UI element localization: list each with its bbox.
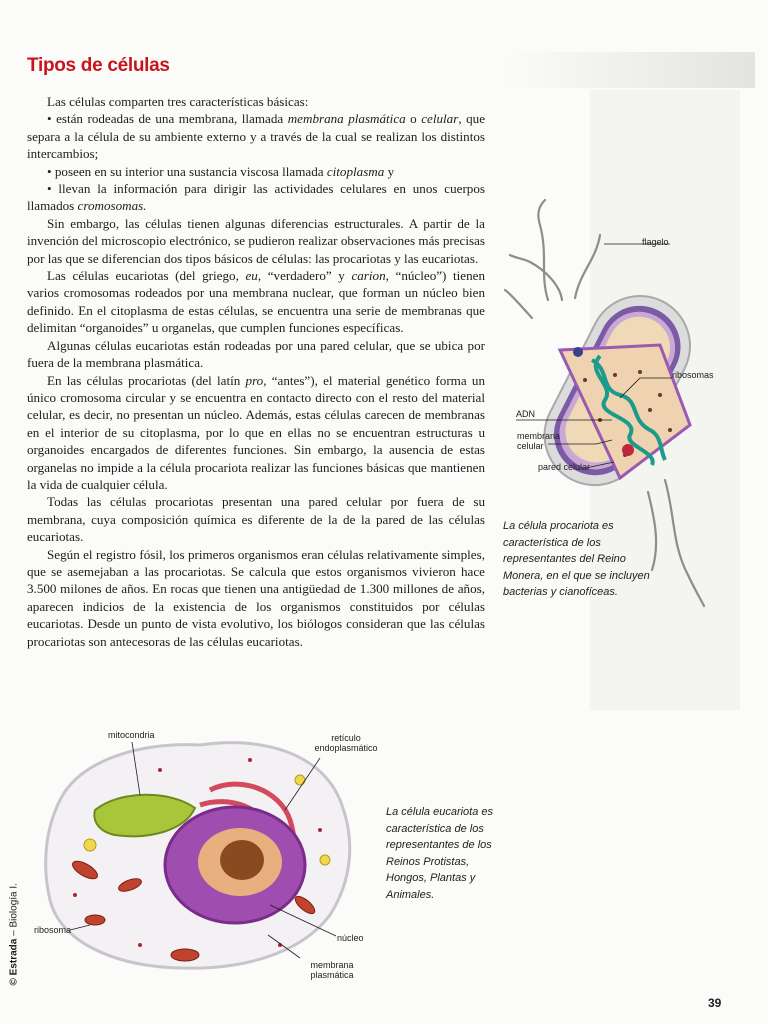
- italic-term: pro: [245, 372, 264, 388]
- italic-term: membrana plasmática: [287, 111, 406, 127]
- label-adn: ADN: [516, 409, 536, 419]
- text-run: Algunas células eucariotas están rodeadas por una pared celular, que se ubica por fuera de la membrana plasmática.: [27, 337, 485, 371]
- text-run: Todas las células procariotas presentan una pared celular por fuera de su membrana, cuya composición química es diferente de la de la pared de las células eucariotas.: [27, 494, 485, 545]
- label-flagelo: flagelo: [642, 237, 669, 247]
- text-run: , que separa a la célula de su ambiente externo y a través de la cual se realizan los distintos intercambios;: [27, 111, 486, 162]
- text-run: están rodeadas de una membrana, llamada: [56, 111, 288, 127]
- text-run: Las células eucariotas (del griego,: [47, 268, 246, 284]
- side-credit: [9, 866, 20, 986]
- eukaryote-caption: La célula eucariota es característica de los representantes de los Reinos Protistas, Hongos, Plantas y Animales.: [386, 806, 494, 901]
- page-number: 39: [708, 996, 722, 1010]
- text-run: llevan la información para dirigir las actividades celulares en unos cuerpos llamados: [27, 181, 485, 214]
- nucleolus: [220, 840, 264, 880]
- text-run: poseen en su interior una sustancia viscosa llamada: [54, 163, 327, 179]
- label-reticulo-endoplasmatico: retículo endoplasmático: [314, 733, 378, 753]
- text-run: En las células procariotas (del latín: [47, 372, 246, 388]
- prokaryote-caption: La célula procariota es característica de los representantes del Reino Monera, en el que se incluyen bacterias y cianofíceas.: [503, 520, 650, 598]
- label-nucleo: núcleo: [337, 933, 364, 943]
- italic-term: cromosomas.: [77, 198, 147, 214]
- text-run: , “antes”), el material genético forma un único cromosoma circular y se encuentra en contacto directo con el resto del material celular, es decir, no presentan un núcleo. Además, estas células carecen de membranas en el interior de su citoplasma, por lo que en ellas no se encuentran estructuras u organoides encargados de diferentes funciones. Sin embargo, la ausencia de estas organelas no impide a la célula procariota realizar las funciones básicas que mantienen la vida de cualquier célula.: [27, 372, 485, 492]
- text-run: o: [405, 111, 422, 127]
- label-pared-celular: pared celular: [538, 462, 591, 472]
- text-run: , “núcleo”) tienen varios cromosomas rodeados por una membrana nuclear, que forman un núcleo bien definido. En el citoplasma de estas células, se encuentra una serie de membranas que delimitan “organoides” u organelas, que cumplen funciones específicas.: [27, 268, 486, 336]
- italic-term: citoplasma: [326, 163, 385, 179]
- text-run: Las células comparten tres características básicas:: [47, 94, 309, 109]
- label-ribosomas: ribosomas: [672, 370, 714, 380]
- label-mitocondria: mitocondria: [108, 730, 155, 740]
- book-name: – Biología I.: [8, 883, 20, 939]
- text-run: y: [384, 163, 395, 179]
- page-title: Tipos de células: [27, 55, 170, 76]
- italic-term: eu: [245, 268, 258, 284]
- text-run: , “verdadero” y: [257, 268, 352, 284]
- label-ribosoma: ribosoma: [34, 925, 72, 935]
- publisher-name: © Estrada: [8, 938, 20, 986]
- text-run: Según el registro fósil, los primeros organismos eran células relativamente simples, que se asemejaban a las procariotas. Se calcula que estos organismos vivieron hace 3.500 milones de años. En rocas que tienen una antigüedad de 1.300 millones de años, aparecen indicios de la existencia de los organismos constituidos por células eucariotas. Desde un punto de vista evolutivo, los biólogos consideran que las células procariotas son antecesoras de las células eucariotas.: [27, 546, 485, 649]
- label-membrana-plasmatica: membrana plasmática: [310, 960, 354, 980]
- italic-term: carion: [351, 268, 386, 284]
- italic-term: celular: [421, 111, 459, 127]
- text-run: Sin embargo, las células tienen algunas diferencias estructurales. A partir de la invención del microscopio electrónico, se pudieron realizar observaciones más precisas por las que se diferencian dos tipos básicos de células: las procariotas y las eucariotas.: [27, 215, 485, 266]
- label-membrana-celular: membrana celular: [517, 431, 561, 451]
